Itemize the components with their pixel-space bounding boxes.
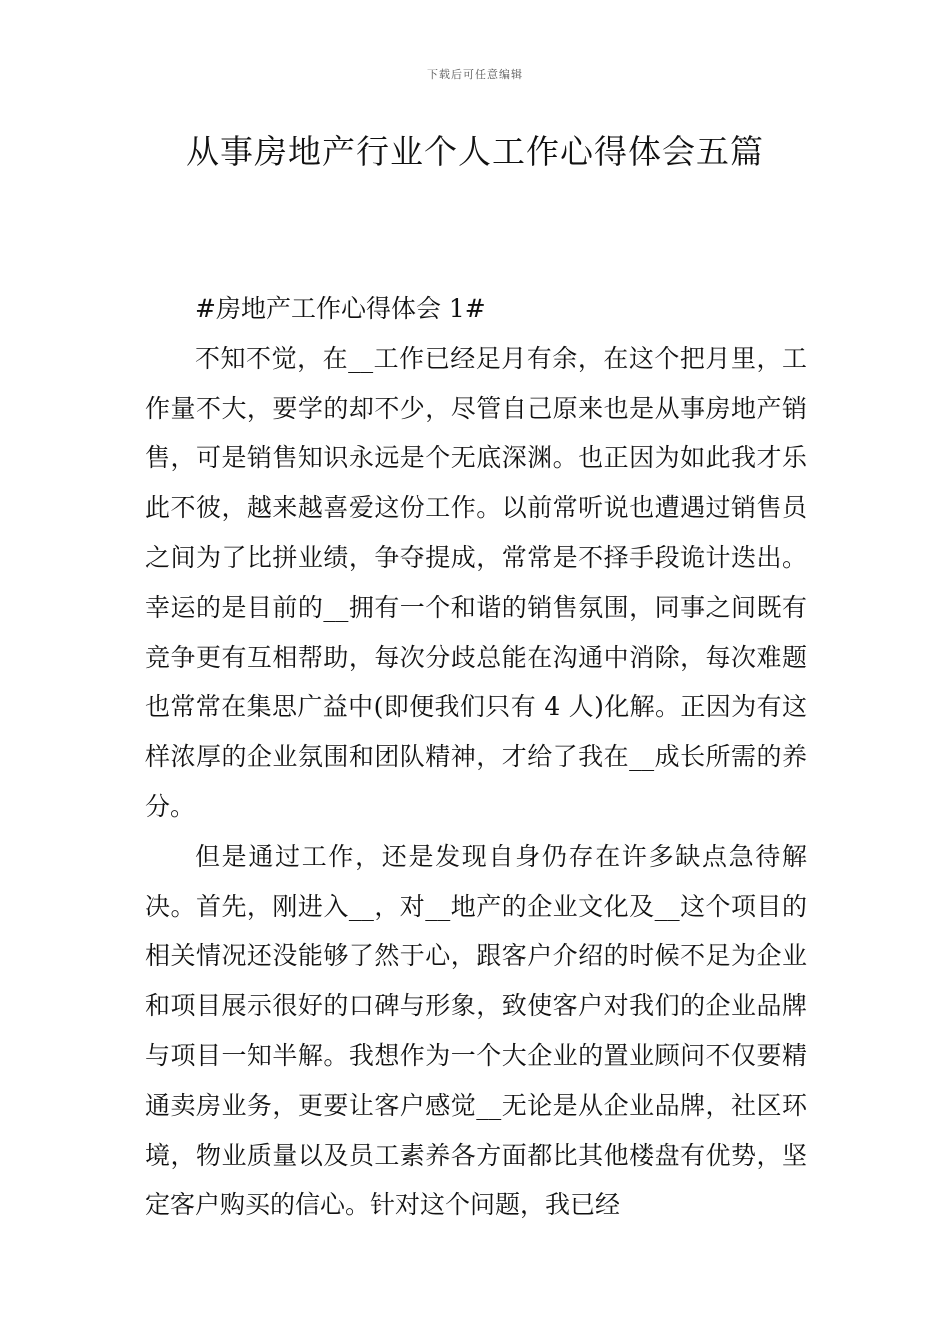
body-paragraph: 但是通过工作，还是发现自身仍存在许多缺点急待解决。首先，刚进入__，对__地产的企业文化及__这个项目的相关情况还没能够了然于心，跟客户介绍的时候不足为企业和项目展示很好的口碑与形象，致使客户对我们的企业品牌与项目一知半解。我想作为一个大企业的置业顾问不仅要精通卖房业务，更要让客户感觉__无论是从企业品牌，社区环境，物业质量以及员工素养各方面都比其他楼盘有优势，坚定客户购买的信心。针对这个问题，我已经: [145, 841, 807, 1220]
header-note: 下载后可任意编辑: [427, 68, 523, 81]
body-paragraph: 不知不觉，在__工作已经足月有余，在这个把月里，工作量不大，要学的却不少，尽管自己原来也是从事房地产销售，可是销售知识永远是个无底深渊。也正因为如此我才乐此不彼，越来越喜爱这份工作。以前常听说也遭遇过销售员之间为了比拼业绩，争夺提成，常常是不择手段诡计迭出。幸运的是目前的__拥有一个和谐的销售氛围，同事之间既有竞争更有互相帮助，每次分歧总能在沟通中消除，每次难题也常常在集思广益中(即便我们只有 4 人)化解。正因为有这样浓厚的企业氛围和团队精神，才给了我在__成长所需的养分。: [145, 343, 807, 821]
document-title: 从事房地产行业个人工作心得体会五篇: [186, 132, 764, 171]
document-body: [145, 284, 807, 1230]
section-heading: #房地产工作心得体会 1#: [195, 294, 486, 323]
